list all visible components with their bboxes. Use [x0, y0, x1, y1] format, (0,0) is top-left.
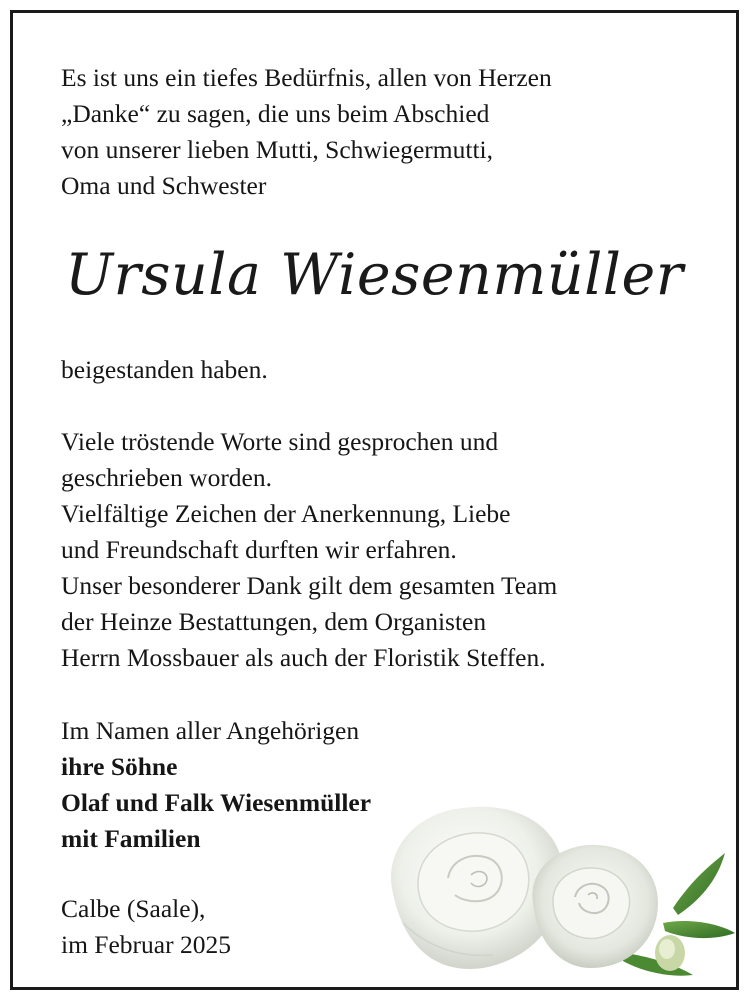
thanks-line: Vielfältige Zeichen der Anerkennung, Liebe: [61, 499, 511, 528]
signature-line: mit Familien: [61, 824, 201, 853]
signature-line: Im Namen aller Angehörigen: [61, 716, 360, 745]
thanks-line: und Freundschaft durften wir erfahren.: [61, 535, 457, 564]
intro-line: Oma und Schwester: [61, 171, 267, 200]
signature-line: ihre Söhne: [61, 752, 178, 781]
thanks-line: Viele tröstende Worte sind gesprochen und: [61, 427, 499, 456]
place-date: [61, 891, 361, 963]
thanks-line: der Heinze Bestattungen, dem Organisten: [61, 607, 487, 636]
thanks-line: beigestanden haben.: [61, 355, 268, 384]
intro-line: „Danke“ zu sagen, die uns beim Abschied: [61, 99, 490, 128]
white-roses-icon: [373, 783, 738, 988]
signature-names: Olaf und Falk Wiesenmüller: [61, 788, 372, 817]
deceased-name: Ursula Wiesenmüller: [65, 242, 684, 308]
place: Calbe (Saale),: [61, 894, 206, 923]
intro-text: [61, 60, 701, 204]
thanks-text: [61, 352, 711, 676]
intro-line: von unserer lieben Mutti, Schwiegermutti,: [61, 135, 493, 164]
announcement-frame: [10, 10, 739, 990]
thanks-line: Unser besonderer Dank gilt dem gesamten Team: [61, 571, 558, 600]
intro-line: Es ist uns ein tiefes Bedürfnis, allen von Herzen: [61, 63, 552, 92]
thanks-line: Herrn Mossbauer als auch der Floristik Steffen.: [61, 643, 546, 672]
thanks-line: geschrieben worden.: [61, 463, 272, 492]
date: im Februar 2025: [61, 930, 231, 959]
